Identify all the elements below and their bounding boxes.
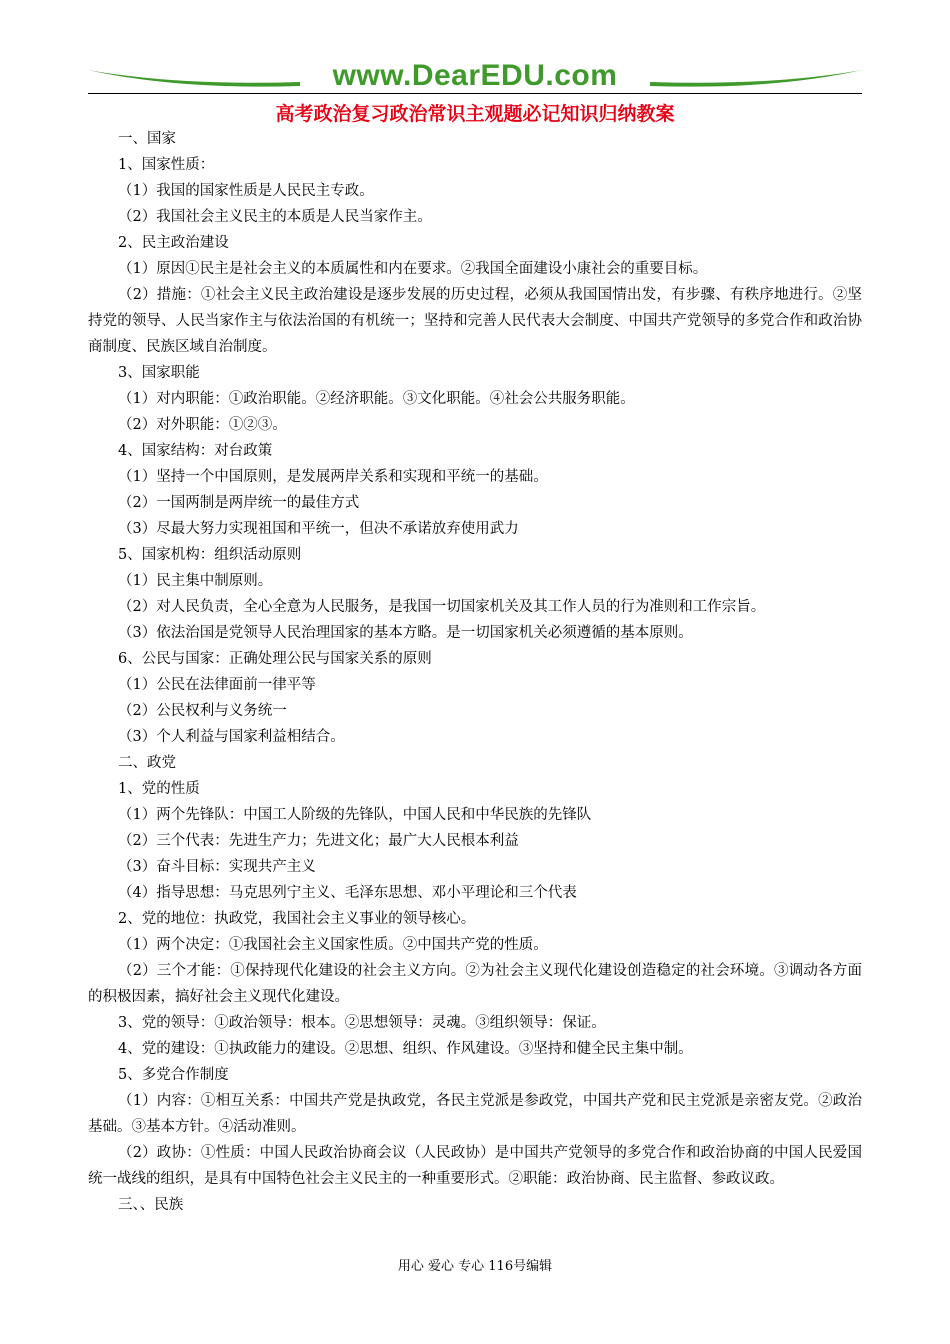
subsection-heading: 2、党的地位：执政党，我国社会主义事业的领导核心。	[118, 911, 476, 927]
subsection-heading: 1、党的性质	[118, 781, 200, 797]
list-paragraph: （1）内容：①相互关系：中国共产党是执政党，各民主党派是参政党，中国共产党和民主党派是亲密友党。②政治基础。③基本方针。④活动准则。	[88, 1093, 862, 1135]
list-item: （1）原因①民主是社会主义的本质属性和内在要求。②我国全面建设小康社会的重要目标。	[118, 261, 708, 277]
list-item: （2）公民权利与义务统一	[118, 703, 287, 719]
list-item: （3）个人利益与国家利益相结合。	[118, 729, 345, 745]
list-item: （1）对内职能：①政治职能。②经济职能。③文化职能。④社会公共服务职能。	[118, 391, 635, 407]
list-item: （1）民主集中制原则。	[118, 573, 273, 589]
section-heading: 三、、民族	[118, 1197, 184, 1213]
section-heading: 二、政党	[118, 755, 176, 771]
list-paragraph: （2）措施：①社会主义民主政治建设是逐步发展的历史过程，必须从我国国情出发，有步骤、有秩序地进行。②坚持党的领导、人民当家作主与依法治国的有机统一；坚持和完善人民代表大会制度、中国共产党领导的多党合作和政治协商制度、民族区域自治制度。	[88, 287, 862, 355]
section-heading: 一、国家	[118, 131, 176, 147]
subsection-heading: 4、国家结构：对台政策	[118, 443, 273, 459]
subsection-heading: 5、国家机构：组织活动原则	[118, 547, 302, 563]
list-item: （2）对人民负责，全心全意为人民服务，是我国一切国家机关及其工作人员的行为准则和工作宗旨。	[118, 599, 766, 615]
subsection-heading: 3、国家职能	[118, 365, 200, 381]
list-item: （3）奋斗目标：实现共产主义	[118, 859, 316, 875]
list-item: （2）三个代表：先进生产力；先进文化；最广大人民根本利益	[118, 833, 519, 849]
list-item: （2）一国两制是两岸统一的最佳方式	[118, 495, 360, 511]
list-paragraph: （2）三个才能：①保持现代化建设的社会主义方向。②为社会主义现代化建设创造稳定的社会环境。③调动各方面的积极因素，搞好社会主义现代化建设。	[88, 963, 862, 1005]
list-item: （4）指导思想：马克思列宁主义、毛泽东思想、邓小平理论和三个代表	[118, 885, 577, 901]
subsection-heading: 3、党的领导：①政治领导：根本。②思想领导：灵魂。③组织领导：保证。	[118, 1015, 606, 1031]
list-item: （1）两个先锋队：中国工人阶级的先锋队，中国人民和中华民族的先锋队	[118, 807, 592, 823]
header-divider	[88, 93, 862, 94]
subsection-heading: 1、国家性质：	[118, 157, 215, 173]
list-item: （1）坚持一个中国原则，是发展两岸关系和实现和平统一的基础。	[118, 469, 548, 485]
subsection-heading: 2、民主政治建设	[118, 235, 229, 251]
subsection-heading: 4、党的建设：①执政能力的建设。②思想、组织、作风建设。③坚持和健全民主集中制。	[118, 1041, 693, 1057]
list-item: （3）依法治国是党领导人民治理国家的基本方略。是一切国家机关必须遵循的基本原则。	[118, 625, 693, 641]
list-item: （1）公民在法律面前一律平等	[118, 677, 316, 693]
document-title: 高考政治复习政治常识主观题必记知识归纳教案	[275, 103, 675, 125]
subsection-heading: 6、公民与国家：正确处理公民与国家关系的原则	[118, 651, 432, 667]
list-item: （1）我国的国家性质是人民民主专政。	[118, 183, 374, 199]
subsection-heading: 5、多党合作制度	[118, 1067, 229, 1083]
list-item: （1）两个决定：①我国社会主义国家性质。②中国共产党的性质。	[118, 937, 548, 953]
site-header	[88, 58, 862, 94]
list-item: （2）对外职能：①②③。	[118, 417, 287, 433]
list-item: （3）尽最大努力实现祖国和平统一，但决不承诺放弃使用武力	[118, 521, 519, 537]
list-item: （2）我国社会主义民主的本质是人民当家作主。	[118, 209, 432, 225]
document-body	[88, 126, 862, 1218]
list-paragraph: （2）政协：①性质：中国人民政治协商会议（人民政协）是中国共产党领导的多党合作和政治协商的中国人民爱国统一战线的组织，是具有中国特色社会主义民主的一种重要形式。②职能：政治协商、民主监督、参政议政。	[88, 1145, 862, 1187]
page-footer: 用心 爱心 专心 116号编辑	[397, 1259, 553, 1274]
site-logo-text: www.DearEDU.com	[332, 59, 618, 92]
